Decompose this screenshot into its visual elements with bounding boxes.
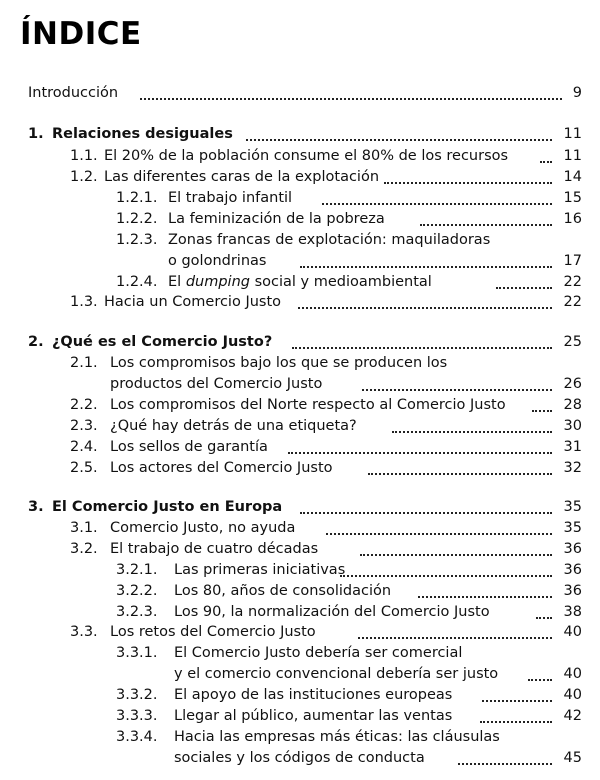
section-number: 2.2. [70,397,98,413]
page-number: 26 [563,376,582,392]
leader-dots [246,137,552,141]
section-number: 2.3. [70,418,98,434]
toc-entry-1-2[interactable] [0,167,600,187]
entry-title-end: social y medioambiental [249,274,432,290]
page-number: 42 [563,708,582,724]
toc-chapter-3[interactable] [0,497,600,517]
entry-title: Relaciones desiguales [52,126,233,142]
section-number: 3.3.3. [116,708,158,724]
leader-dots [298,305,552,309]
leader-dots [362,387,552,391]
section-number: 3.2. [70,541,98,557]
page-number: 11 [563,126,582,142]
entry-title: Zonas francas de explotación: maquiladoras [168,232,491,248]
page-number: 22 [563,294,582,310]
entry-title: El Comercio Justo en Europa [52,499,283,515]
entry-title: El trabajo de cuatro décadas [110,541,319,557]
toc-entry-3-3-4[interactable] [0,727,600,747]
page-number: 11 [563,148,582,164]
section-number: 1.2. [70,169,98,185]
page-number: 32 [563,460,582,476]
leader-dots [420,222,552,226]
toc-entry-2-4[interactable] [0,437,600,457]
page-number: 38 [563,604,582,620]
section-number: 1.2.2. [116,211,158,227]
page-number: 30 [563,418,582,434]
section-number: 1.3. [70,294,98,310]
section-number: 3.2.1. [116,562,158,578]
page-number: 35 [563,520,582,536]
toc-entry-3-3-4-cont[interactable] [0,748,600,768]
leader-dots [528,677,552,681]
entry-title: Los retos del Comercio Justo [110,624,316,640]
entry-title: El trabajo infantil [168,190,293,206]
leader-dots [536,615,552,619]
entry-title: ¿Qué es el Comercio Justo? [52,334,273,350]
entry-title: Llegar al público, aumentar las ventas [174,708,453,724]
leader-dots [326,531,552,535]
leader-dots [288,450,552,454]
page-number: 36 [563,562,582,578]
section-number: 3.1. [70,520,98,536]
entry-title: Los sellos de garantía [110,439,268,455]
page-number: 14 [563,169,582,185]
section-number: 3.3.1. [116,645,158,661]
leader-dots [300,510,552,514]
page-number: 31 [563,439,582,455]
entry-title-italic: dumping [185,274,250,290]
toc-entry-2-1-cont[interactable] [0,374,600,394]
toc-entry-3-1[interactable] [0,518,600,538]
leader-dots [322,201,552,205]
leader-dots [340,573,552,577]
section-number: 3.3. [70,624,98,640]
section-number: 1.1. [70,148,98,164]
toc-entry-2-1[interactable] [0,353,600,373]
leader-dots [532,408,552,412]
entry-title: Los actores del Comercio Justo [110,460,333,476]
entry-title: Las primeras iniciativas [174,562,346,578]
leader-dots [368,471,552,475]
entry-title: Hacia un Comercio Justo [104,294,282,310]
leader-dots [418,594,552,598]
entry-title: Las diferentes caras de la explotación [104,169,380,185]
entry-title: o golondrinas [168,253,267,269]
section-number: 1.2.1. [116,190,158,206]
section-number: 1.2.4. [116,274,158,290]
toc-entry-3-3-3[interactable] [0,706,600,726]
page-number: 36 [563,583,582,599]
chapter-number: 1. [28,126,44,142]
section-number: 2.5. [70,460,98,476]
toc-entry-1-2-3-cont[interactable] [0,251,600,271]
chapter-number: 2. [28,334,44,350]
section-number: 2.1. [70,355,98,371]
toc-entry-3-2-2[interactable] [0,581,600,601]
toc-entry-3-2-3[interactable] [0,602,600,622]
page-number: 15 [563,190,582,206]
page-number: 17 [563,253,582,269]
page-number: 28 [563,397,582,413]
toc-entry-1-2-1[interactable] [0,188,600,208]
section-number: 3.3.4. [116,729,158,745]
toc-entry-3-3-2[interactable] [0,685,600,705]
entry-title: Los 90, la normalización del Comercio Justo [174,604,490,620]
leader-dots [360,552,552,556]
leader-dots [540,159,552,163]
page-number: 16 [563,211,582,227]
leader-dots [300,264,552,268]
entry-title: sociales y los códigos de conducta [174,750,425,766]
entry-title: Los compromisos del Norte respecto al Comercio Justo [110,397,506,413]
toc-entry-2-3[interactable] [0,416,600,436]
page-title: ÍNDICE [20,16,142,52]
entry-title: Los compromisos bajo los que se producen los [110,355,448,371]
toc-entry-3-3[interactable] [0,622,600,642]
toc-entry-1-2-3[interactable] [0,230,600,250]
entry-title: Hacia las empresas más éticas: las cláusulas [174,729,500,745]
entry-title: ¿Qué hay detrás de una etiqueta? [110,418,357,434]
section-number: 3.2.3. [116,604,158,620]
section-number: 2.4. [70,439,98,455]
toc-entry-1-1[interactable] [0,146,600,166]
toc-entry-introduccion[interactable] [0,83,600,103]
section-number: 1.2.3. [116,232,158,248]
leader-dots [140,96,562,100]
entry-title: Comercio Justo, no ayuda [110,520,296,536]
toc-entry-2-5[interactable] [0,458,600,478]
toc-entry-1-2-4[interactable] [0,272,600,292]
toc-entry-1-2-2[interactable] [0,209,600,229]
entry-title: Introducción [28,85,119,101]
leader-dots [292,345,552,349]
entry-title: productos del Comercio Justo [110,376,323,392]
toc-chapter-2[interactable] [0,332,600,352]
page-number: 9 [572,85,582,101]
page-number: 40 [563,624,582,640]
toc-entry-1-3[interactable] [0,292,600,312]
toc-entry-3-2[interactable] [0,539,600,559]
entry-title: La feminización de la pobreza [168,211,385,227]
page-number: 40 [563,687,582,703]
page-number: 40 [563,666,582,682]
entry-title: El Comercio Justo debería ser comercial [174,645,463,661]
leader-dots [496,285,552,289]
entry-title-start: El [168,274,186,290]
toc-entry-3-2-1[interactable] [0,560,600,580]
entry-title [168,272,432,292]
section-number: 3.3.2. [116,687,158,703]
entry-title: y el comercio convencional debería ser justo [174,666,499,682]
leader-dots [358,635,552,639]
page-number: 45 [563,750,582,766]
leader-dots [482,698,552,702]
entry-title: El apoyo de las instituciones europeas [174,687,453,703]
section-number: 3.2.2. [116,583,158,599]
page-number: 25 [563,334,582,350]
toc-entry-2-2[interactable] [0,395,600,415]
leader-dots [384,180,552,184]
entry-title: Los 80, años de consolidación [174,583,392,599]
page-number: 36 [563,541,582,557]
leader-dots [480,719,552,723]
page-number: 35 [563,499,582,515]
entry-title: El 20% de la población consume el 80% de los recursos [104,148,509,164]
leader-dots [392,429,552,433]
leader-dots [458,761,552,765]
toc-chapter-1[interactable] [0,124,600,144]
toc-entry-3-3-1[interactable] [0,643,600,663]
page-number: 22 [563,274,582,290]
chapter-number: 3. [28,499,44,515]
toc-entry-3-3-1-cont[interactable] [0,664,600,684]
